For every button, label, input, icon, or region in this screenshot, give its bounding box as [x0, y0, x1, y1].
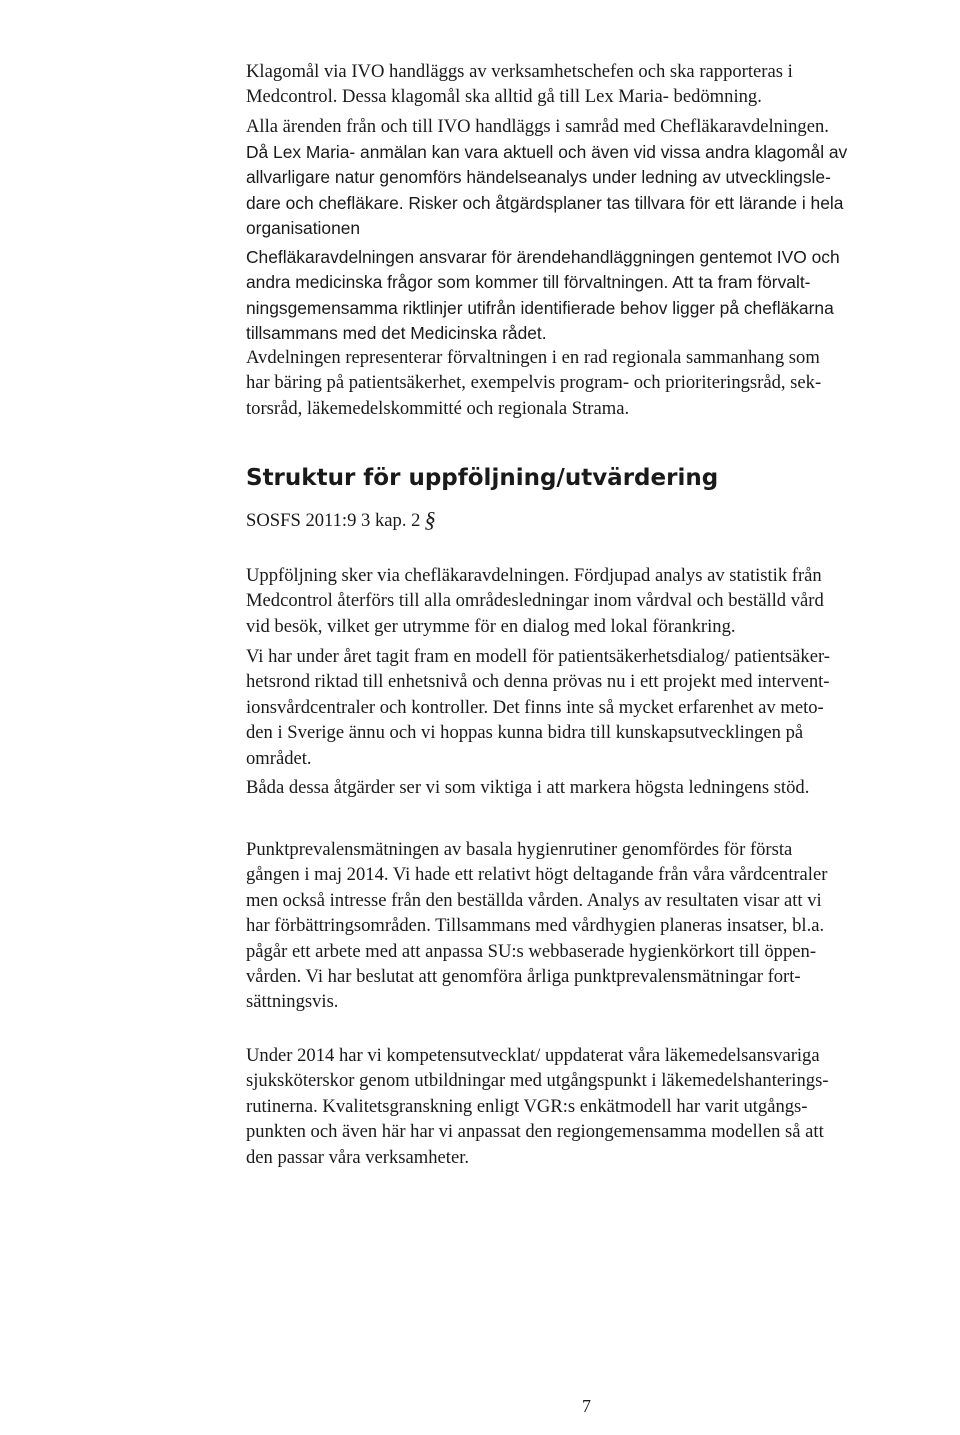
text-line: Punktprevalensmätningen av basala hygienrutiner genomfördes för första: [246, 839, 793, 860]
text-line: rutinerna. Kvalitetsgranskning enligt VGR:s enkätmodell har varit utgångs-: [246, 1095, 808, 1117]
paragraph-event-analysis: [246, 140, 936, 242]
paragraph-hygiene-measurement: [246, 837, 936, 1015]
text-line: sjuksköterskor genom utbildningar med utgångspunkt i läkemedelshanterings-: [246, 1070, 829, 1092]
text-line: Chefläkaravdelningen ansvarar för ärendehandläggningen gentemot IVO och: [246, 247, 840, 267]
text-line: Klagomål via IVO handläggs av verksamhetschefen och ska rapporteras i: [246, 61, 793, 82]
section-sign-icon: §: [424, 507, 436, 532]
text-line: den i Sverige ännu och vi hoppas kunna bidra till kunskapsutvecklingen på: [246, 722, 804, 744]
text-line: sättningsvis.: [246, 991, 339, 1013]
paragraph-regional-representation: [246, 345, 936, 421]
text-line: Medcontrol återförs till alla områdesledningar inom vårdval och beställd vård: [246, 590, 824, 612]
text-line: organisationen: [246, 218, 361, 239]
text-line: den passar våra verksamheter.: [246, 1146, 470, 1168]
text-line: dare och chefläkare. Risker och åtgärdsplaner tas tillvara för ett lärande i hela: [246, 192, 844, 213]
paragraph-follow-up: [246, 563, 936, 639]
regulation-reference: [246, 507, 435, 533]
page-number: 7: [582, 1396, 591, 1416]
text-line: Avdelningen representerar förvaltningen i en rad regionala sammanhang som: [246, 347, 820, 368]
text-line: Under 2014 har vi kompetensutvecklat/ uppdaterat våra läkemedelsansvariga: [246, 1045, 820, 1066]
paragraph-competence-development: [246, 1043, 936, 1170]
section-heading: Struktur för uppföljning/utvärdering: [246, 465, 719, 491]
text-line: området.: [246, 747, 312, 769]
text-line: vården. Vi har beslutat att genomföra årliga punktprevalensmätningar fort-: [246, 966, 801, 988]
text-line: ionsvårdcentraler och kontroller. Det finns inte så mycket erfarenhet av meto-: [246, 696, 824, 718]
paragraph-management-support: [246, 775, 936, 800]
reference-text: SOSFS 2011:9 3 kap. 2: [246, 510, 421, 531]
text-line: har förbättringsområden. Tillsammans med vårdhygien planeras insatser, bl.a.: [246, 915, 825, 937]
text-line: gången i maj 2014. Vi hade ett relativt högt deltagande från våra vårdcentraler: [246, 864, 828, 886]
text-line: allvarligare natur genomförs händelseanalys under ledning av utvecklingsle-: [246, 167, 831, 188]
text-line: tillsammans med det Medicinska rådet.: [246, 323, 547, 344]
text-line: torsråd, läkemedelskommitté och regionala Strama.: [246, 397, 630, 419]
text-line: vid besök, vilket ger utrymme för en dialog med lokal förankring.: [246, 615, 736, 637]
text-line: Medcontrol. Dessa klagomål ska alltid gå till Lex Maria- bedömning.: [246, 86, 762, 108]
text-line: men också intresse från den beställda vården. Analys av resultaten visar att vi: [246, 889, 822, 911]
text-line: Båda dessa åtgärder ser vi som viktiga i att markera högsta ledningens stöd.: [246, 777, 810, 798]
text-line: Då Lex Maria- anmälan kan vara aktuell och även vid vissa andra klagomål av: [246, 142, 848, 162]
paragraph-ivo-cases: [246, 114, 936, 139]
text-line: ningsgemensamma riktlinjer utifrån identifierade behov ligger på chefläkarna: [246, 297, 834, 318]
text-line: Uppföljning sker via chefläkaravdelningen. Fördjupad analys av statistik från: [246, 565, 822, 586]
text-line: hetsrond riktad till enhetsnivå och denna prövas nu i ett projekt med intervent-: [246, 671, 830, 693]
text-line: Alla ärenden från och till IVO handläggs i samråd med Chefläkaravdelningen.: [246, 116, 829, 137]
text-line: punkten och även här har vi anpassat den regiongemensamma modellen så att: [246, 1121, 824, 1143]
text-line: Vi har under året tagit fram en modell för patientsäkerhetsdialog/ patientsäker-: [246, 646, 830, 667]
text-line: andra medicinska frågor som kommer till förvaltningen. Att ta fram förvalt-: [246, 272, 811, 293]
text-line: pågår ett arbete med att anpassa SU:s webbaserade hygienkörkort till öppen-: [246, 940, 817, 962]
text-line: har bäring på patientsäkerhet, exempelvis program- och prioriteringsråd, sek-: [246, 372, 822, 394]
paragraph-safety-dialogue-model: [246, 644, 936, 771]
paragraph-chief-physician-department: [246, 245, 936, 347]
paragraph-ivo-complaints: [246, 59, 936, 110]
